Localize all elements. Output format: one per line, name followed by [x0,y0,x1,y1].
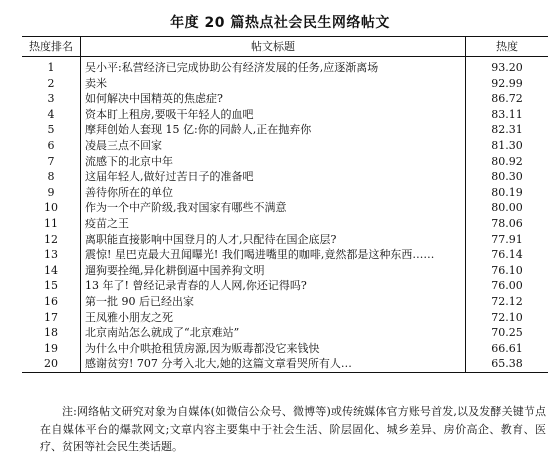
table-row [22,278,548,294]
heat-cell: 80.30 [491,170,523,184]
table-row [22,247,548,263]
table-row [22,122,548,138]
rank-cell: 19 [22,341,81,357]
rank-cell: 2 [22,76,81,92]
rank-cell: 16 [22,294,81,310]
heat-cell: 83.11 [491,107,523,121]
table-row [22,169,548,185]
ranking-table [22,36,548,373]
table-row [22,107,548,123]
post-title-cell: 离职能直接影响中国登月的人才,只配待在国企底层? [81,232,466,248]
post-title-cell: 吴小平:私营经济已完成协助公有经济发展的任务,应逐渐离场 [81,57,466,76]
header-rank: 热度排名 [22,37,81,57]
table-row [22,138,548,154]
rank-cell: 15 [22,278,81,294]
table-row [22,200,548,216]
heat-cell: 77.91 [491,232,523,246]
post-title-cell: 凌晨三点不回家 [81,138,466,154]
rank-cell: 12 [22,232,81,248]
post-title-cell: 摩拜创始人套现 15 亿:你的同龄人,正在抛弃你 [81,122,466,138]
post-title-cell: 如何解决中国精英的焦虑症? [81,91,466,107]
post-title-cell: 王凤雅小朋友之死 [81,310,466,326]
post-title-cell: 这届年轻人,做好过苦日子的准备吧 [81,169,466,185]
heat-cell: 72.10 [491,310,523,324]
heat-cell: 82.31 [491,123,523,137]
table-row [22,76,548,92]
table-row [22,57,548,76]
table-title: 年度 20 篇热点社会民生网络帖文 [170,15,390,31]
post-title-cell: 第一批 90 后已经出家 [81,294,466,310]
table-row [22,263,548,279]
table-row [22,356,548,372]
rank-cell: 13 [22,247,81,263]
heat-cell: 93.20 [491,61,523,74]
post-title-cell: 为什么中介哄抢租赁房源,因为贩毒都没它来钱快 [81,341,466,357]
rank-cell: 1 [22,57,81,76]
heat-cell: 78.06 [491,216,523,230]
post-title-cell: 疫苗之王 [81,216,466,232]
post-title-cell: 北京南站怎么就成了“北京难站” [81,325,466,341]
post-title-cell: 作为一个中产阶级,我对国家有哪些不满意 [81,200,466,216]
header-heat: 热度 [466,37,549,57]
post-title-cell: 遛狗要拴绳,异化耕倒逼中国养狗文明 [81,263,466,279]
rank-cell: 14 [22,263,81,279]
table-row [22,216,548,232]
rank-cell: 3 [22,91,81,107]
heat-cell: 76.14 [491,248,523,262]
heat-cell: 80.92 [491,154,523,168]
rank-cell: 8 [22,169,81,185]
rank-cell: 9 [22,185,81,201]
table-body [22,57,548,373]
rank-cell: 7 [22,154,81,170]
table-row [22,325,548,341]
table-row [22,294,548,310]
rank-cell: 4 [22,107,81,123]
heat-cell: 66.61 [491,341,523,355]
heat-cell: 86.72 [491,92,523,106]
post-title-cell: 资本盯上租房,要吸干年轻人的血吧 [81,107,466,123]
rank-cell: 17 [22,310,81,326]
table-header-row [22,37,548,57]
rank-cell: 6 [22,138,81,154]
heat-cell: 80.00 [491,201,523,215]
table-row [22,232,548,248]
heat-cell: 76.00 [491,279,523,293]
post-title-cell: 13 年了! 曾经记录青春的人人网,你还记得吗? [81,278,466,294]
footnote: 注:网络帖文研究对象为自媒体(如微信公众号、微博等)或传统媒体官方账号首发,以及发酵关键节点在自媒体平台的爆款网文;文章内容主要集中于社会生活、阶层固化、城乡差异、房价高企、教育、医疗、贫困等社会民生类话题。 [40,405,546,453]
post-title-cell: 流感下的北京中年 [81,154,466,170]
rank-cell: 10 [22,200,81,216]
post-title-cell: 卖米 [81,76,466,92]
table-row [22,154,548,170]
heat-cell: 80.19 [491,185,523,199]
rank-cell: 20 [22,356,81,372]
post-title-cell: 震惊! 星巴克最大丑闻曝光! 我们喝进嘴里的咖啡,竟然都是这种东西…… [81,247,466,263]
rank-cell: 11 [22,216,81,232]
rank-cell: 5 [22,122,81,138]
post-title-cell: 感谢贫穷! 707 分考入北大,她的这篇文章看哭所有人… [81,356,466,372]
heat-cell: 70.25 [491,326,523,340]
post-title-cell: 善待你所在的单位 [81,185,466,201]
heat-cell: 92.99 [491,76,523,90]
heat-cell: 65.38 [466,356,549,372]
heat-cell: 76.10 [491,263,523,277]
table-row [22,310,548,326]
table-row [22,341,548,357]
table-row [22,185,548,201]
header-post-title: 帖文标题 [81,37,466,57]
rank-cell: 18 [22,325,81,341]
heat-cell: 72.12 [491,294,523,308]
heat-cell: 81.30 [491,138,523,152]
table-row [22,91,548,107]
